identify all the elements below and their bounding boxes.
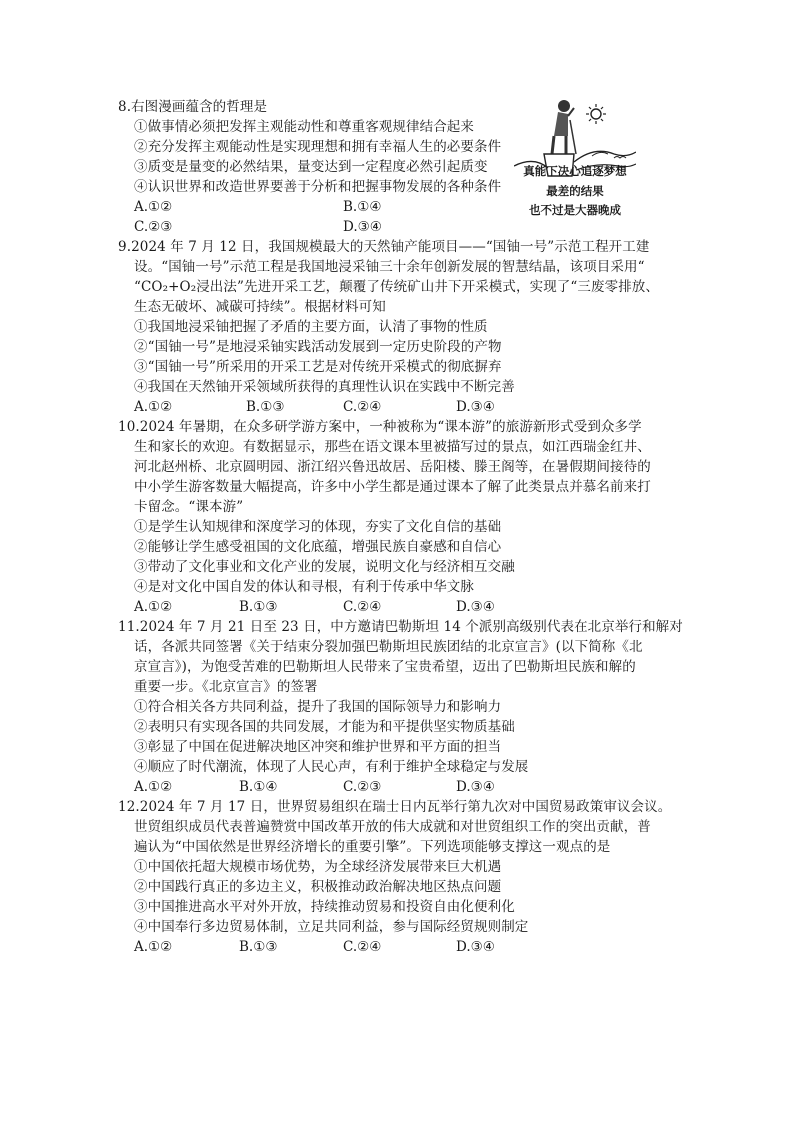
q8-statement-2: ②充分发挥主观能动性是实现理想和拥有幸福人生的必要条件	[134, 139, 502, 155]
q11-stem-line-3: 京宣言》)，为饱受苦难的巴勒斯坦人民带来了宝贵希望，迈出了巴勒斯坦民族和解的	[134, 659, 636, 675]
q11-stem-line-2: 话，各派共同签署《关于结束分裂加强巴勒斯坦民族团结的北京宣言》(以下简称《北	[134, 639, 643, 655]
q10-stem-line-1: 10.2024 年暑期，在众多研学游方案中，一种被称为“课本游”的旅游新形式受到众多学	[118, 419, 642, 435]
q10-option-c: C.②④	[343, 599, 382, 615]
q10-statement-2: ②能够让学生感受祖国的文化底蕴，增强民族自豪感和自信心	[134, 539, 502, 555]
q8-option-c: C.②③	[134, 219, 173, 235]
q12-stem-line-2: 世贸组织成员代表普遍赞赏中国改革开放的伟大成就和对世贸组织工作的突出贡献，普	[134, 819, 651, 835]
q10-stem-line-3: 河北赵州桥、北京圆明园、浙江绍兴鲁迅故居、岳阳楼、滕王阁等，在暑假期间接待的	[134, 459, 651, 475]
old-man-figure-icon	[552, 100, 576, 154]
q8-stem: 8.右图漫画蕴含的哲理是	[118, 99, 268, 115]
q9-option-c: C.②④	[343, 399, 382, 415]
q11-option-a: A.①②	[134, 779, 173, 795]
q12-option-a: A.①②	[134, 939, 173, 955]
cartoon-caption-line-3: 也不过是大器晚成	[529, 203, 621, 217]
q9-statement-2: ②“国铀一号”是地浸采铀实践活动发展到一定历史阶段的产物	[134, 339, 502, 355]
q10-stem-line-4: 中小学生游客数量大幅提高，许多中小学生都是通过课本了解了此类景点并慕名前来打	[134, 479, 651, 495]
q8-option-d: D.③④	[343, 219, 382, 235]
q11-option-c: C.②③	[343, 779, 382, 795]
sun-icon	[586, 104, 606, 124]
q12-statement-4: ④中国奉行多边贸易体制，立足共同利益，参与国际经贸规则制定	[134, 919, 529, 935]
q10-statement-1: ①是学生认知规律和深度学习的体现，夯实了文化自信的基础	[134, 519, 502, 535]
cartoon-caption-line-1: 真能下决心追逐梦想	[523, 164, 627, 178]
q12-statement-3: ③中国推进高水平对外开放，持续推动贸易和投资自由化便利化	[134, 899, 515, 915]
q10-statement-3: ③带动了文化事业和文化产业的发展，说明文化与经济相互交融	[134, 559, 515, 575]
q10-option-b: B.①③	[239, 599, 278, 615]
q9-stem-line-4: 生态无破坏、减碳可持续”。根据材料可知	[134, 299, 386, 315]
q12-stem-line-3: 遍认为“中国依然是世界经济增长的重要引擎”。下列选项能够支撑这一观点的是	[134, 839, 611, 855]
q9-statement-3: ③“国铀一号”所采用的开采工艺是对传统开采模式的彻底摒弃	[134, 359, 502, 375]
q9-option-b: B.①③	[246, 399, 285, 415]
q9-statement-1: ①我国地浸采铀把握了矛盾的主要方面，认清了事物的性质	[134, 319, 488, 335]
q9-option-a: A.①②	[134, 399, 173, 415]
q11-statement-3: ③彰显了中国在促进解决地区冲突和维护世界和平方面的担当	[134, 739, 502, 755]
q9-stem-line-1: 9.2024 年 7 月 12 日，我国规模最大的天然铀产能项目——“国铀一号”示范工程开工建	[118, 239, 650, 255]
q8-statement-3: ③质变是量变的必然结果，量变达到一定程度必然引起质变	[134, 159, 488, 175]
q11-statement-1: ①符合相关各方共同利益，提升了我国的国际领导力和影响力	[134, 699, 502, 715]
q10-option-a: A.①②	[134, 599, 173, 615]
q8-option-a: A.①②	[134, 199, 173, 215]
q9-stem-line-3: “CO₂+O₂浸出法”先进开采工艺，颠覆了传统矿山井下开采模式，实现了“三废零排放、	[134, 279, 660, 295]
q10-option-d: D.③④	[456, 599, 495, 615]
q12-option-d: D.③④	[456, 939, 495, 955]
q11-stem-line-1: 11.2024 年 7 月 21 日至 23 日，中方邀请巴勒斯坦 14 个派别高级别代表在北京举行和解对	[118, 619, 683, 635]
q12-option-c: C.②④	[343, 939, 382, 955]
q8-option-b: B.①④	[343, 199, 382, 215]
q11-option-b: B.①④	[239, 779, 278, 795]
cartoon-caption-line-2: 最差的结果	[546, 184, 604, 198]
q9-statement-4: ④我国在天然铀开采领域所获得的真理性认识在实践中不断完善	[134, 379, 515, 395]
q12-statement-1: ①中国依托超大规模市场优势，为全球经济发展带来巨大机遇	[134, 859, 502, 875]
q10-stem-line-2: 生和家长的欢迎。有数据显示，那些在语文课本里被描写过的景点，如江西瑞金红井、	[134, 439, 651, 455]
q9-stem-line-2: 设。“国铀一号”示范工程是我国地浸采铀三十余年创新发展的智慧结晶，该项目采用“	[134, 259, 645, 275]
q11-option-d: D.③④	[456, 779, 495, 795]
q10-statement-4: ④是对文化中国自发的体认和寻根，有利于传承中华文脉	[134, 579, 474, 595]
q12-stem-line-1: 12.2024 年 7 月 17 日，世界贸易组织在瑞士日内瓦举行第九次对中国贸易政策审议会议。	[118, 799, 672, 815]
q9-option-d: D.③④	[456, 399, 495, 415]
q11-statement-4: ④顺应了时代潮流，体现了人民心声，有利于维护全球稳定与发展	[134, 759, 529, 775]
q8-statement-1: ①做事情必须把发挥主观能动性和尊重客观规律结合起来	[134, 119, 474, 135]
q10-stem-line-5: 卡留念。“课本游”	[134, 499, 244, 515]
q8-statement-4: ④认识世界和改造世界要善于分析和把握事物发展的各种条件	[134, 179, 502, 195]
q12-option-b: B.①③	[239, 939, 278, 955]
q11-stem-line-4: 重要一步。《北京宣言》的签署	[134, 679, 318, 695]
q12-statement-2: ②中国践行真正的多边主义，积极推动政治解决地区热点问题	[134, 879, 502, 895]
q11-statement-2: ②表明只有实现各国的共同发展，才能为和平提供坚实物质基础	[134, 719, 515, 735]
